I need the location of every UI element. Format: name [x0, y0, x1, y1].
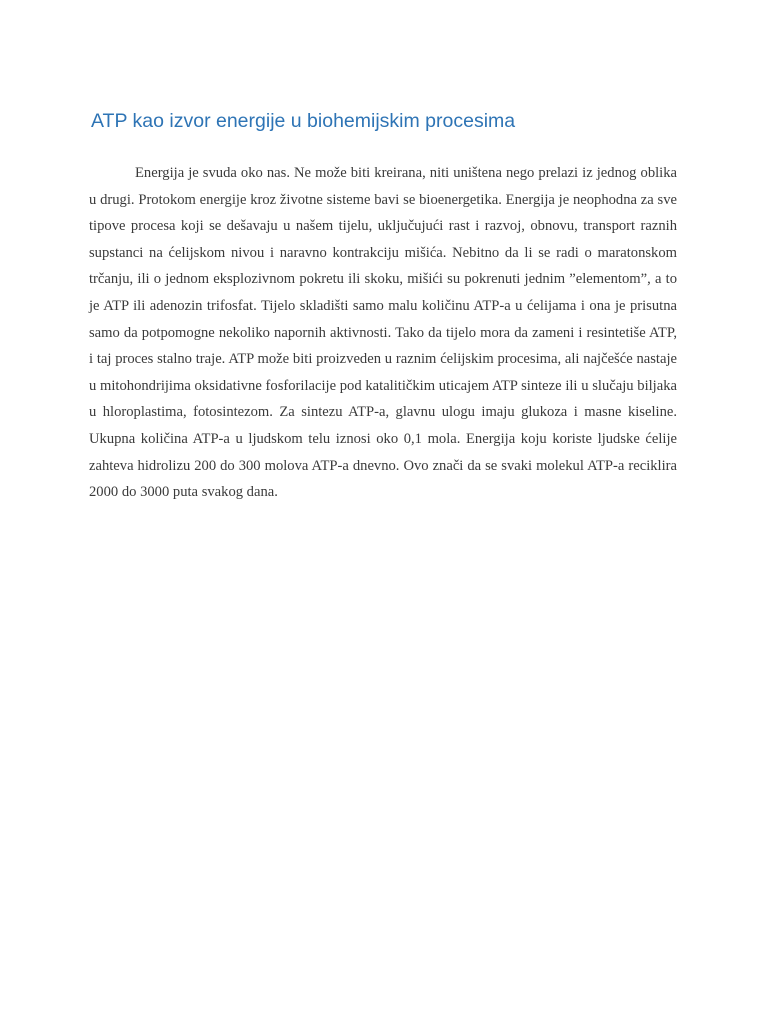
body-paragraph: Energija je svuda oko nas. Ne može biti kreirana, niti uništena nego prelazi iz jednog oblika u drugi. Protokom energije kroz životne sisteme bavi se bioenergetika. Energija je neophodna za sve tipove procesa koji se dešavaju u našem tijelu, uključujući rast i razvoj, obnovu, transport raznih supstanci na ćelijskom nivou i naravno kontrakciju mišića. Nebitno da li se radi o maratonskom trčanju, ili o jednom eksplozivnom pokretu ili skoku, mišići su pokrenuti jednim ”elementom”, a to je ATP ili adenozin trifosfat. Tijelo skladišti samo malu količinu ATP-a u ćelijama i ona je prisutna samo da potpomogne nekoliko napornih aktivnosti. Tako da tijelo mora da zameni i resintetiše ATP, i taj proces stalno traje. ATP može biti proizveden u raznim ćelijskim procesima, ali najčešće nastaje u mitohondrijima oksidativne fosforilacije pod katalitičkim uticajem ATP sinteze ili u slučaju biljaka u hloroplastima, fotosintezom. Za sintezu ATP-a, glavnu ulogu imaju glukoza i masne kiseline. Ukupna količina ATP-a u ljudskom telu iznosi oko 0,1 mola. Energija koju koriste ljudske ćelije zahteva hidrolizu 200 do 300 molova ATP-a dnevno. Ovo znači da se svaki molekul ATP-a reciklira 2000 do 3000 puta svakog dana.	[89, 165, 677, 501]
document-title: ATP kao izvor energije u biohemijskim procesima	[91, 110, 516, 132]
